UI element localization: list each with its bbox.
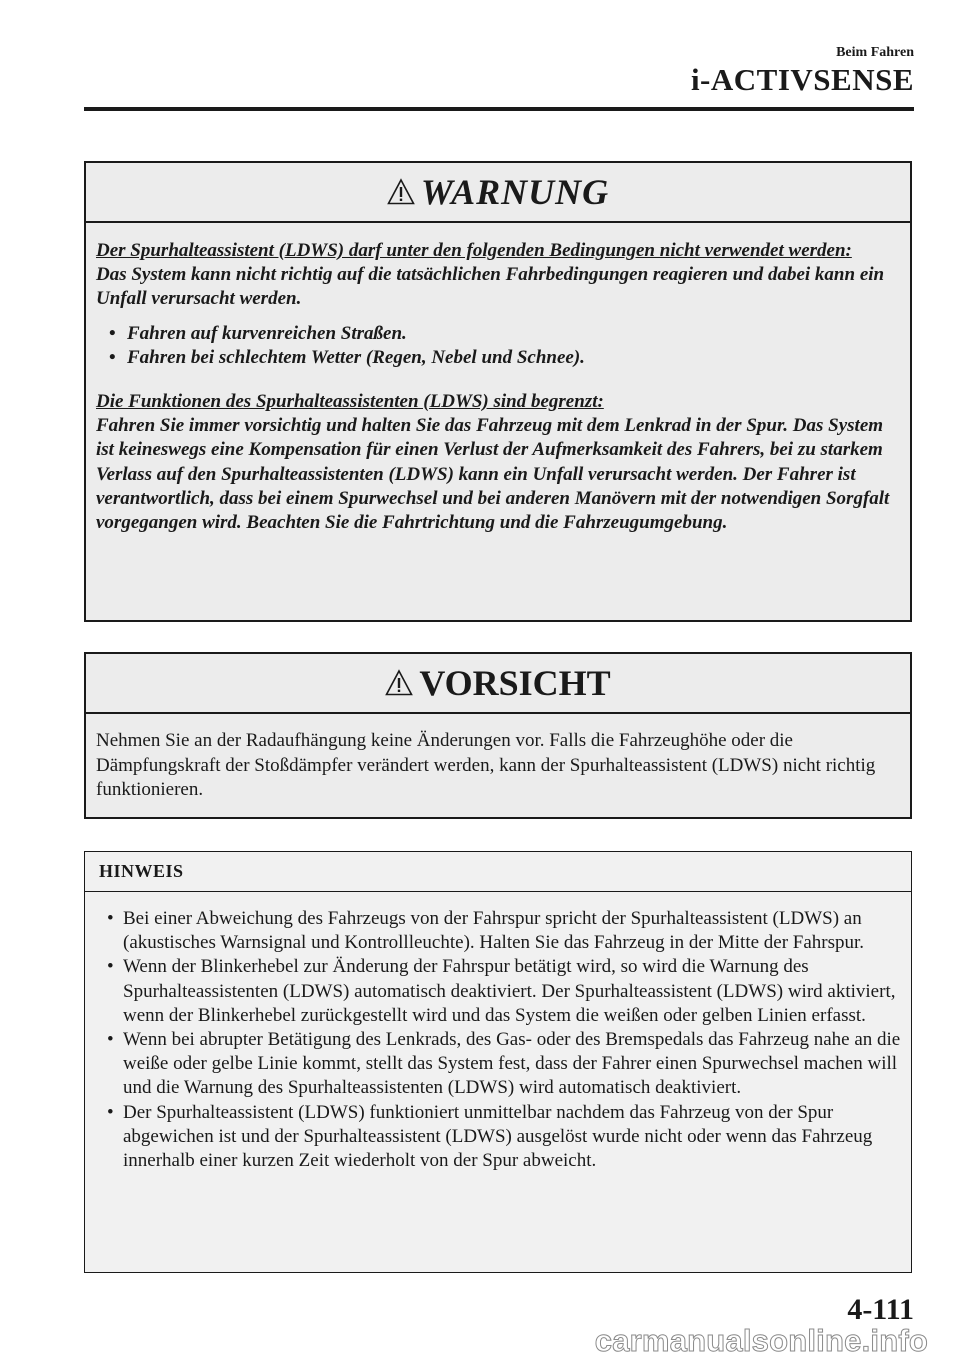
bullet-dot-icon: • (109, 346, 116, 368)
note-title: HINWEIS (99, 861, 184, 881)
caution-header (86, 654, 910, 714)
bullet-dot-icon: • (107, 908, 114, 929)
chapter-title: i-ACTIVSENSE (690, 62, 914, 97)
warning-body (86, 223, 910, 535)
list-item-text: Wenn bei abrupter Betätigung des Lenkrads, des Gas- oder des Bremspedals das Fahrzeug nahe an die weiße oder gelbe Linie kommt, stellt das System fest, dass der Fahrer einen Spurwechsel machen will und die Warnung des Spurhalteassistenten (LDWS) wird automatisch deaktiviert. (123, 1029, 901, 1099)
caution-box (84, 652, 912, 819)
warning-heading-conditions: Der Spurhalteassistent (LDWS) darf unter den folgenden Bedingungen nicht verwendet werden: (96, 240, 852, 261)
list-item (96, 322, 900, 346)
warning-limits-block (96, 390, 900, 535)
watermark: carmanualsonline.info (594, 1323, 928, 1358)
warning-triangle-icon (385, 669, 413, 697)
caution-text: Nehmen Sie an der Radaufhängung keine Änderungen vor. Falls die Fahrzeughöhe oder die Dämpfungskraft der Stoßdämpfer verändert werden, kann der Spurhalteassistent (LDWS) nicht richtig funktionieren. (96, 730, 876, 801)
warning-bullet-list (96, 322, 900, 370)
header-rule (84, 107, 914, 111)
list-item (95, 907, 903, 955)
list-item-text: Bei einer Abweichung des Fahrzeugs von der Fahrspur spricht der Spurhalteassistent (LDWS) an (akustisches Warnsignal und Kontrollleuchte). Halten Sie das Fahrzeug in der Mitte der Fahrspur. (123, 908, 865, 954)
caution-title: VORSICHT (419, 663, 611, 703)
bullet-dot-icon: • (107, 1101, 114, 1123)
list-item-text: Fahren auf kurvenreichen Straßen. (127, 322, 407, 344)
note-bullet-list (85, 892, 911, 1173)
bullet-dot-icon: • (107, 956, 114, 978)
warning-triangle-icon (387, 178, 415, 206)
list-item (96, 346, 900, 370)
bullet-dot-icon: • (107, 1029, 114, 1051)
note-header (85, 852, 911, 892)
note-box (84, 851, 912, 1273)
list-item-text: Fahren bei schlechtem Wetter (Regen, Nebel und Schnee). (127, 346, 585, 368)
section-title: Beim Fahren (836, 45, 914, 60)
page-header (691, 44, 914, 98)
list-item (95, 1028, 903, 1101)
bullet-dot-icon: • (109, 322, 116, 344)
warning-box (84, 161, 912, 622)
list-item (95, 1101, 903, 1174)
warning-header (86, 163, 910, 223)
list-item-text: Der Spurhalteassistent (LDWS) funktioniert unmittelbar nachdem das Fahrzeug von der Spur abgewichen ist und der Spurhalteassistent (LDWS) ausgelöst wurde nicht oder wenn das Fahrzeug innerhalb einer kurzen Zeit wiederholt von der Spur abweicht. (123, 1101, 873, 1172)
list-item (95, 955, 903, 1028)
page-number: 4-111 (847, 1293, 914, 1326)
list-item-text: Wenn der Blinkerhebel zur Änderung der Fahrspur betätigt wird, so wird die Warnung des Spurhalteassistenten (LDWS) automatisch deaktiviert. Der Spurhalteassistent (LDWS) wird aktiviert, wenn der Blinkerhebel zurückgestellt wird und das System die weißen oder gelben Linien erfasst. (123, 956, 896, 1026)
warning-text-limits: Fahren Sie immer vorsichtig und halten Sie das Fahrzeug mit dem Lenkrad in der Spur. Das System ist keineswegs eine Kompensation für einen Verlust der Aufmerksamkeit des Fahrers, bei zu starkem Verlass auf den Spurhalteassistenten (LDWS) kann ein Unfall verursacht werden. Der Fahrer ist verantwortlich, dass bei einem Spurwechsel und bei anderen Manövern mit der notwendigen Sorgfalt vorgegangen wird. Beachten Sie die Fahrtrichtung und die Fahrzeugumgebung. (96, 415, 890, 534)
warning-title: WARNUNG (420, 172, 610, 212)
warning-text-conditions: Das System kann nicht richtig auf die tatsächlichen Fahrbedingungen reagieren und dabei kann ein Unfall verursacht werden. (96, 264, 885, 310)
warning-heading-limits: Die Funktionen des Spurhalteassistenten (LDWS) sind begrenzt: (96, 391, 604, 413)
